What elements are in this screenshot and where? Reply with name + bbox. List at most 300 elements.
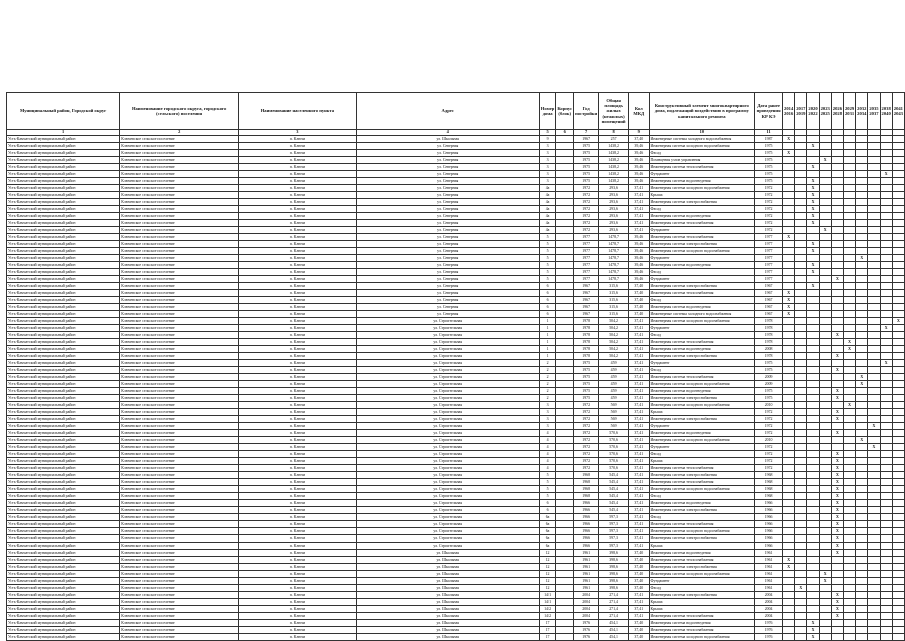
address-cell: ул. Северная bbox=[356, 233, 539, 240]
period-cell bbox=[868, 170, 880, 177]
period-cell bbox=[795, 528, 807, 535]
block-cell bbox=[556, 549, 574, 556]
period-cell bbox=[868, 451, 880, 458]
period-cell bbox=[795, 416, 807, 423]
last-repair-date-cell: 1967 bbox=[755, 310, 783, 317]
table-row bbox=[7, 310, 905, 317]
mkd-count-cell: 37,40 bbox=[629, 584, 650, 591]
period-cell bbox=[880, 528, 892, 535]
address-cell: ул. Строительная bbox=[356, 507, 539, 514]
period-cell bbox=[856, 591, 868, 598]
period-cell bbox=[892, 472, 904, 479]
period-cell bbox=[868, 479, 880, 486]
period-cell: X bbox=[783, 135, 795, 142]
period-cell bbox=[795, 282, 807, 289]
period-cell bbox=[892, 254, 904, 261]
period-cell bbox=[856, 549, 868, 556]
settlement-cell: Ключевское сельское поселение bbox=[120, 247, 239, 254]
mkd-count-cell: 37,41 bbox=[629, 402, 650, 409]
table-row bbox=[7, 451, 905, 458]
structural-element-cell: Фундамент bbox=[649, 325, 755, 332]
column-number: 8 bbox=[599, 130, 629, 136]
address-cell: ул. Строительная bbox=[356, 465, 539, 472]
period-cell bbox=[819, 395, 831, 402]
district-cell: Усть-Камчатский муниципальный район bbox=[7, 205, 120, 212]
period-cell bbox=[795, 325, 807, 332]
house-number-cell: 4а bbox=[539, 219, 556, 226]
period-cell bbox=[892, 535, 904, 542]
period-cell bbox=[783, 549, 795, 556]
period-cell bbox=[819, 296, 831, 303]
period-cell bbox=[807, 465, 819, 472]
period-cell bbox=[819, 472, 831, 479]
year-built-cell: 1975 bbox=[574, 149, 599, 156]
area-cell: 570,6 bbox=[599, 451, 629, 458]
locality-cell: п. Ключи bbox=[239, 570, 357, 577]
year-built-cell: 1972 bbox=[574, 184, 599, 191]
district-cell: Усть-Камчатский муниципальный район bbox=[7, 261, 120, 268]
period-cell bbox=[880, 367, 892, 374]
locality-cell: п. Ключи bbox=[239, 563, 357, 570]
last-repair-date-cell: 1972 bbox=[755, 191, 783, 198]
period-cell bbox=[880, 577, 892, 584]
last-repair-date-cell: 1972 bbox=[755, 444, 783, 451]
year-built-cell: 1972 bbox=[574, 409, 599, 416]
house-number-cell: 4а bbox=[539, 191, 556, 198]
table-row bbox=[7, 149, 905, 156]
period-cell bbox=[819, 303, 831, 310]
period-cell bbox=[831, 563, 843, 570]
period-cell bbox=[807, 303, 819, 310]
block-cell bbox=[556, 332, 574, 339]
period-cell bbox=[783, 430, 795, 437]
structural-element-cell: Инженерная система электроснабжения bbox=[649, 507, 755, 514]
district-cell: Усть-Камчатский муниципальный район bbox=[7, 598, 120, 605]
period-cell bbox=[843, 191, 855, 198]
period-cell bbox=[868, 500, 880, 507]
structural-element-cell: Фасад bbox=[649, 332, 755, 339]
block-cell bbox=[556, 142, 574, 149]
period-cell: X bbox=[807, 247, 819, 254]
settlement-cell: Ключевское сельское поселение bbox=[120, 360, 239, 367]
locality-cell: п. Ключи bbox=[239, 360, 357, 367]
area-cell: 459 bbox=[599, 388, 629, 395]
period-cell: X bbox=[831, 409, 843, 416]
area-cell: 597,3 bbox=[599, 528, 629, 535]
house-number-cell: 3 bbox=[539, 163, 556, 170]
period-cell bbox=[892, 212, 904, 219]
period-cell bbox=[783, 346, 795, 353]
period-cell bbox=[892, 528, 904, 535]
period-cell bbox=[831, 339, 843, 346]
table-row bbox=[7, 570, 905, 577]
period-cell bbox=[795, 605, 807, 612]
period-cell bbox=[819, 184, 831, 191]
period-cell bbox=[892, 381, 904, 388]
block-cell bbox=[556, 205, 574, 212]
period-cell bbox=[843, 219, 855, 226]
period-cell bbox=[807, 486, 819, 493]
period-cell bbox=[795, 535, 807, 542]
period-cell bbox=[856, 395, 868, 402]
settlement-cell: Ключевское сельское поселение bbox=[120, 444, 239, 451]
settlement-cell: Ключевское сельское поселение bbox=[120, 289, 239, 296]
year-built-cell: 1967 bbox=[574, 303, 599, 310]
district-cell: Усть-Камчатский муниципальный район bbox=[7, 395, 120, 402]
period-cell bbox=[795, 598, 807, 605]
locality-cell: п. Ключи bbox=[239, 437, 357, 444]
period-cell bbox=[783, 254, 795, 261]
block-cell bbox=[556, 472, 574, 479]
period-cell bbox=[831, 346, 843, 353]
settlement-cell: Ключевское сельское поселение bbox=[120, 556, 239, 563]
column-header: 2017 2019 bbox=[795, 93, 807, 130]
period-cell bbox=[783, 500, 795, 507]
settlement-cell: Ключевское сельское поселение bbox=[120, 514, 239, 521]
period-cell bbox=[868, 507, 880, 514]
block-cell bbox=[556, 219, 574, 226]
period-cell bbox=[880, 591, 892, 598]
period-cell bbox=[892, 339, 904, 346]
mkd-count-cell: 37,41 bbox=[629, 612, 650, 619]
period-cell bbox=[819, 219, 831, 226]
house-number-cell: 12 bbox=[539, 570, 556, 577]
area-cell: 597,3 bbox=[599, 514, 629, 521]
block-cell bbox=[556, 310, 574, 317]
period-cell bbox=[831, 156, 843, 163]
block-cell bbox=[556, 275, 574, 282]
last-repair-date-cell: 1968 bbox=[755, 472, 783, 479]
district-cell: Усть-Камчатский муниципальный район bbox=[7, 486, 120, 493]
house-number-cell: 14/1 bbox=[539, 598, 556, 605]
period-cell bbox=[807, 226, 819, 233]
repair-program-table bbox=[6, 92, 905, 641]
area-cell: 293,6 bbox=[599, 184, 629, 191]
last-repair-date-cell: 1972 bbox=[755, 198, 783, 205]
mkd-count-cell: 37,41 bbox=[629, 360, 650, 367]
period-cell: X bbox=[831, 486, 843, 493]
locality-cell: п. Ключи bbox=[239, 289, 357, 296]
address-cell: ул. Строительная bbox=[356, 479, 539, 486]
last-repair-date-cell: 1961 bbox=[755, 556, 783, 563]
period-cell bbox=[843, 254, 855, 261]
period-cell bbox=[868, 633, 880, 640]
period-cell bbox=[807, 577, 819, 584]
mkd-count-cell: 37,41 bbox=[629, 472, 650, 479]
block-cell bbox=[556, 184, 574, 191]
period-cell: X bbox=[783, 289, 795, 296]
structural-element-cell: Инженерная система электроснабжения bbox=[649, 395, 755, 402]
structural-element-cell: Инженерная система теплоснабжения bbox=[649, 219, 755, 226]
house-number-cell: 6 bbox=[539, 310, 556, 317]
period-cell bbox=[819, 437, 831, 444]
settlement-cell: Ключевское сельское поселение bbox=[120, 472, 239, 479]
year-built-cell: 1961 bbox=[574, 549, 599, 556]
year-built-cell: 1972 bbox=[574, 205, 599, 212]
period-cell bbox=[843, 198, 855, 205]
period-cell: X bbox=[880, 360, 892, 367]
period-cell bbox=[795, 247, 807, 254]
block-cell bbox=[556, 163, 574, 170]
table-row bbox=[7, 465, 905, 472]
table-row bbox=[7, 584, 905, 591]
period-cell bbox=[880, 423, 892, 430]
mkd-count-cell: 37,41 bbox=[629, 528, 650, 535]
period-cell bbox=[856, 472, 868, 479]
year-built-cell: 2004 bbox=[574, 598, 599, 605]
period-cell bbox=[819, 254, 831, 261]
period-cell bbox=[880, 163, 892, 170]
locality-cell: п. Ключи bbox=[239, 156, 357, 163]
district-cell: Усть-Камчатский муниципальный район bbox=[7, 507, 120, 514]
period-cell bbox=[831, 282, 843, 289]
house-number-cell: 12 bbox=[539, 584, 556, 591]
address-cell: ул. Северная bbox=[356, 156, 539, 163]
last-repair-date-cell: 2004 bbox=[755, 612, 783, 619]
period-cell bbox=[831, 318, 843, 325]
locality-cell: п. Ключи bbox=[239, 205, 357, 212]
period-cell bbox=[795, 339, 807, 346]
area-cell: 293,6 bbox=[599, 219, 629, 226]
locality-cell: п. Ключи bbox=[239, 577, 357, 584]
year-built-cell: 1978 bbox=[574, 332, 599, 339]
area-cell: 597,3 bbox=[599, 521, 629, 528]
area-cell: 454,1 bbox=[599, 633, 629, 640]
block-cell bbox=[556, 451, 574, 458]
area-cell: 1478,7 bbox=[599, 247, 629, 254]
period-cell bbox=[892, 332, 904, 339]
area-cell: 271,4 bbox=[599, 591, 629, 598]
block-cell bbox=[556, 282, 574, 289]
period-cell bbox=[868, 325, 880, 332]
year-built-cell: 1978 bbox=[574, 346, 599, 353]
period-cell bbox=[843, 261, 855, 268]
period-cell bbox=[843, 282, 855, 289]
period-cell bbox=[807, 233, 819, 240]
last-repair-date-cell: 1966 bbox=[755, 542, 783, 549]
period-cell bbox=[843, 247, 855, 254]
block-cell bbox=[556, 430, 574, 437]
period-cell bbox=[880, 310, 892, 317]
year-built-cell: 1977 bbox=[574, 233, 599, 240]
period-cell bbox=[819, 500, 831, 507]
last-repair-date-cell: 1967 bbox=[755, 303, 783, 310]
address-cell: ул. Строительная bbox=[356, 346, 539, 353]
locality-cell: п. Ключи bbox=[239, 240, 357, 247]
period-cell bbox=[892, 598, 904, 605]
period-cell bbox=[831, 163, 843, 170]
period-cell bbox=[819, 626, 831, 633]
mkd-count-cell: 37,41 bbox=[629, 325, 650, 332]
house-number-cell: 5 bbox=[539, 268, 556, 275]
period-cell bbox=[843, 584, 855, 591]
address-cell: ул. Северная bbox=[356, 149, 539, 156]
period-cell bbox=[868, 163, 880, 170]
column-header: 2029 2031 bbox=[843, 93, 855, 130]
locality-cell: п. Ключи bbox=[239, 535, 357, 542]
settlement-cell: Ключевское сельское поселение bbox=[120, 500, 239, 507]
period-cell: X bbox=[843, 346, 855, 353]
period-cell bbox=[880, 584, 892, 591]
district-cell: Усть-Камчатский муниципальный район bbox=[7, 430, 120, 437]
area-cell: 459 bbox=[599, 360, 629, 367]
period-cell bbox=[892, 303, 904, 310]
period-cell bbox=[819, 493, 831, 500]
settlement-cell: Ключевское сельское поселение bbox=[120, 254, 239, 261]
address-cell: ул. Школьная bbox=[356, 563, 539, 570]
period-cell: X bbox=[831, 591, 843, 598]
period-cell bbox=[819, 142, 831, 149]
mkd-count-cell: 37,41 bbox=[629, 212, 650, 219]
period-cell bbox=[868, 177, 880, 184]
period-cell bbox=[819, 458, 831, 465]
period-cell bbox=[843, 409, 855, 416]
column-header: Номер дома bbox=[539, 93, 556, 130]
period-cell bbox=[819, 521, 831, 528]
year-built-cell: 1967 bbox=[574, 135, 599, 142]
period-cell bbox=[807, 135, 819, 142]
period-cell bbox=[807, 584, 819, 591]
table-row bbox=[7, 549, 905, 556]
period-cell bbox=[856, 282, 868, 289]
period-cell bbox=[843, 310, 855, 317]
address-cell: ул. Строительная bbox=[356, 318, 539, 325]
period-cell bbox=[783, 437, 795, 444]
locality-cell: п. Ключи bbox=[239, 605, 357, 612]
block-cell bbox=[556, 226, 574, 233]
house-number-cell: 3 bbox=[539, 402, 556, 409]
column-header: Муниципальный район, Городской округ bbox=[7, 93, 120, 130]
area-cell: 1478,7 bbox=[599, 233, 629, 240]
period-cell bbox=[795, 570, 807, 577]
period-cell bbox=[843, 381, 855, 388]
locality-cell: п. Ключи bbox=[239, 507, 357, 514]
period-cell: X bbox=[807, 191, 819, 198]
period-cell bbox=[783, 486, 795, 493]
house-number-cell: 6 bbox=[539, 289, 556, 296]
house-number-cell: 5 bbox=[539, 479, 556, 486]
period-cell bbox=[843, 423, 855, 430]
last-repair-date-cell: 1966 bbox=[755, 500, 783, 507]
period-cell bbox=[856, 542, 868, 549]
last-repair-date-cell: 1977 bbox=[755, 268, 783, 275]
period-cell bbox=[892, 584, 904, 591]
locality-cell: п. Ключи bbox=[239, 261, 357, 268]
locality-cell: п. Ключи bbox=[239, 556, 357, 563]
period-cell bbox=[843, 563, 855, 570]
last-repair-date-cell: 1978 bbox=[755, 353, 783, 360]
mkd-count-cell: 37,41 bbox=[629, 367, 650, 374]
settlement-cell: Ключевское сельское поселение bbox=[120, 353, 239, 360]
period-cell bbox=[807, 367, 819, 374]
settlement-cell: Ключевское сельское поселение bbox=[120, 507, 239, 514]
structural-element-cell: Фундамент bbox=[649, 360, 755, 367]
structural-element-cell: Фасад bbox=[649, 149, 755, 156]
period-cell: X bbox=[856, 381, 868, 388]
period-cell bbox=[843, 479, 855, 486]
year-built-cell: 1975 bbox=[574, 177, 599, 184]
structural-element-cell: Инженерная система теплоснабжения bbox=[649, 163, 755, 170]
area-cell: 271,4 bbox=[599, 612, 629, 619]
period-cell bbox=[880, 303, 892, 310]
year-built-cell: 1961 bbox=[574, 556, 599, 563]
period-cell bbox=[819, 402, 831, 409]
period-cell bbox=[856, 626, 868, 633]
period-cell bbox=[843, 619, 855, 626]
period-cell bbox=[868, 514, 880, 521]
period-cell bbox=[880, 247, 892, 254]
period-cell bbox=[807, 542, 819, 549]
last-repair-date-cell: 2004 bbox=[755, 605, 783, 612]
period-cell bbox=[795, 226, 807, 233]
table-row bbox=[7, 598, 905, 605]
block-cell bbox=[556, 156, 574, 163]
period-cell bbox=[880, 556, 892, 563]
settlement-cell: Ключевское сельское поселение bbox=[120, 458, 239, 465]
period-cell bbox=[783, 633, 795, 640]
period-cell: X bbox=[807, 633, 819, 640]
period-cell bbox=[892, 619, 904, 626]
period-cell bbox=[783, 184, 795, 191]
period-cell bbox=[831, 226, 843, 233]
house-number-cell: 6 bbox=[539, 282, 556, 289]
table-row bbox=[7, 303, 905, 310]
district-cell: Усть-Камчатский муниципальный район bbox=[7, 296, 120, 303]
period-cell bbox=[868, 360, 880, 367]
last-repair-date-cell: 1961 bbox=[755, 563, 783, 570]
period-cell bbox=[868, 535, 880, 542]
period-cell bbox=[819, 353, 831, 360]
period-cell bbox=[819, 275, 831, 282]
area-cell: 459 bbox=[599, 381, 629, 388]
table-row bbox=[7, 388, 905, 395]
period-cell bbox=[856, 170, 868, 177]
period-cell bbox=[807, 156, 819, 163]
locality-cell: п. Ключи bbox=[239, 451, 357, 458]
period-cell bbox=[892, 325, 904, 332]
period-cell bbox=[892, 360, 904, 367]
locality-cell: п. Ключи bbox=[239, 542, 357, 549]
period-cell bbox=[892, 556, 904, 563]
period-cell bbox=[819, 163, 831, 170]
area-cell: 293,6 bbox=[599, 205, 629, 212]
period-cell bbox=[843, 325, 855, 332]
area-cell: 1478,7 bbox=[599, 275, 629, 282]
table-row bbox=[7, 135, 905, 142]
address-cell: ул. Строительная bbox=[356, 360, 539, 367]
structural-element-cell: Фундамент bbox=[649, 444, 755, 451]
period-cell bbox=[783, 240, 795, 247]
structural-element-cell: Инженерная система холодного водоснабжения bbox=[649, 486, 755, 493]
settlement-cell: Ключевское сельское поселение bbox=[120, 325, 239, 332]
locality-cell: п. Ключи bbox=[239, 479, 357, 486]
column-header: Конструктивный элемент многоквартирного дома, подлежащий воздействию в программу капитального ремонта bbox=[649, 93, 755, 130]
period-cell bbox=[892, 409, 904, 416]
period-cell bbox=[807, 409, 819, 416]
period-cell bbox=[843, 332, 855, 339]
period-cell: X bbox=[807, 282, 819, 289]
period-cell: X bbox=[831, 493, 843, 500]
block-cell bbox=[556, 542, 574, 549]
period-cell bbox=[880, 339, 892, 346]
period-cell bbox=[819, 388, 831, 395]
mkd-count-cell: 37,41 bbox=[629, 423, 650, 430]
block-cell bbox=[556, 584, 574, 591]
period-cell: X bbox=[807, 626, 819, 633]
period-cell bbox=[831, 240, 843, 247]
address-cell: ул. Строительная bbox=[356, 402, 539, 409]
period-cell bbox=[856, 409, 868, 416]
